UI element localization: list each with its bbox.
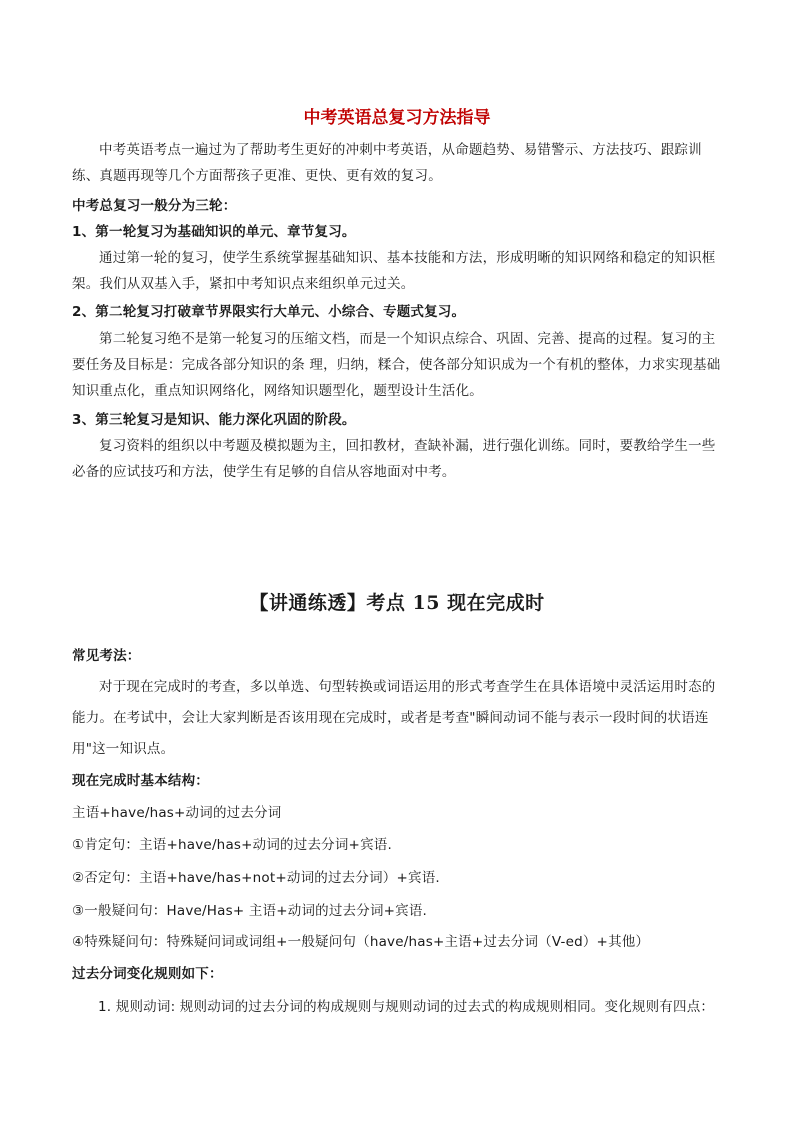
participle-heading: 过去分词变化规则如下： [72, 966, 223, 982]
round2-heading: 2、第二轮复习打破章节界限实行大单元、小综合、专题式复习。 [72, 304, 466, 320]
round3-heading: 3、第三轮复习是知识、能力深化巩固的阶段。 [72, 412, 356, 428]
structure-item: ③一般疑问句：Have/Has+ 主语+动词的过去分词+宾语. [72, 903, 428, 919]
participle-rule1: 1. 规则动词: 规则动词的过去分词的构成规则与规则动词的过去式的构成规则相同。变化规则有四点： [98, 999, 715, 1015]
round1-heading: 1、第一轮复习为基础知识的单元、章节复习。 [72, 224, 356, 240]
rounds-heading: 中考总复习一般分为三轮： [72, 198, 237, 214]
structure-heading: 现在完成时基本结构： [72, 773, 209, 789]
round3-text: 复习资料的组织以中考题及模拟题为主，回扣教材，查缺补漏，进行强化训练。同时，要教给学生一些必备的应试技巧和方法，使学生有足够的自信从容地面对中考。 [72, 438, 716, 480]
structure-formula: 主语+have/has+动词的过去分词 [72, 805, 282, 821]
section1-title: 中考英语总复习方法指导 [303, 108, 491, 128]
section1-intro: 中考英语考点一遍过为了帮助考生更好的冲刺中考英语，从命题趋势、易错警示、方法技巧、跟踪训练、真题再现等几个方面帮孩子更准、更快、更有效的复习。 [72, 142, 702, 184]
structure-item: ②否定句：主语+have/has+not+动词的过去分词）+宾语. [72, 870, 440, 886]
common-heading: 常见考法： [72, 648, 141, 664]
structure-item: ①肯定句：主语+have/has+动词的过去分词+宾语. [72, 837, 392, 853]
round2-text: 第二轮复习绝不是第一轮复习的压缩文档，而是一个知识点综合、巩固、完善、提高的过程。复习的主要任务及目标是：完成各部分知识的条 理，归纳，糅合，使各部分知识成为一个有机的整体，力求实现基础知识重点化，重点知识网络化，网络知识题型化，题型设计生活化。 [72, 331, 721, 399]
structure-item: ④特殊疑问句：特殊疑问词或词组+一般疑问句（have/has+主语+过去分词（V-ed）+其他） [72, 934, 650, 950]
section2-title: 【讲通练透】考点 15 现在完成时 [249, 592, 545, 614]
round1-text: 通过第一轮的复习，使学生系统掌握基础知识、基本技能和方法，形成明晰的知识网络和稳定的知识框架。我们从双基入手，紧扣中考知识点来组织单元过关。 [72, 250, 716, 292]
common-text: 对于现在完成时的考查，多以单选、句型转换或词语运用的形式考查学生在具体语境中灵活运用时态的能力。在考试中，会让大家判断是否该用现在完成时，或者是考查"瞬间动词不能与表示一段时间的状语连用"这一知识点。 [72, 679, 716, 757]
